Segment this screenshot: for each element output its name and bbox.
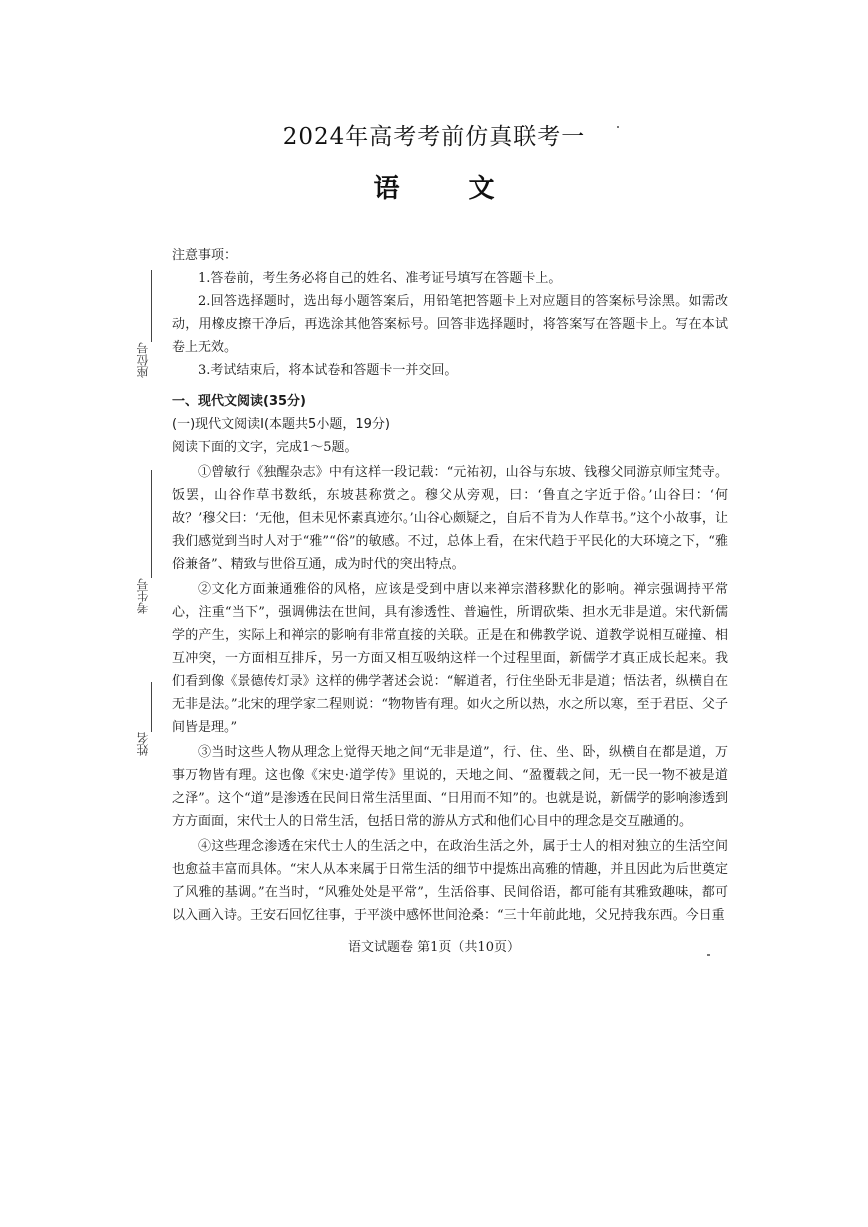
passage-paragraph-2: ②文化方面兼通雅俗的风格，应该是受到中唐以来禅宗潜移默化的影响。禅宗强调持平常心，注重“当下”，强调佛法在世间，具有渗透性、普遍性，所谓砍柴、担水无非是道。宋代新儒学的产生，实际上和禅宗的影响有非常直接的关联。正是在和佛教学说、道教学说相互碰撞、相互冲突，一方面相互排斥，另一方面又相互吸纳这样一个过程里面，新儒学才真正成长起来。我们看到像《景德传灯录》这样的佛学著述会说：“解道者，行住坐卧无非是道；悟法者，纵横自在无非是法。”北宋的理学家二程则说：“物物皆有理。如火之所以热，水之所以寒，至于君臣、父子间皆是理。” (172, 582, 728, 735)
notice-item: 1.答卷前，考生务必将自己的姓名、准考证号填写在答题卡上。 (198, 271, 562, 286)
passage-paragraph-1: ①曾敏行《独醒杂志》中有这样一段记载：“元祐初，山谷与东坡、钱穆父同游京师宝梵寺。饭罢，山谷作草书数纸，东坡甚称赏之。穆父从旁观，曰：‘鲁直之字近于俗。’山谷曰：‘何故？’穆父曰：‘无他，但未见怀素真迹尔。’山谷心颇疑之，自后不肯为人作草书。”这个小故事，让我们感觉到当时人对于“雅”“俗”的敏感。不过，总体上看，在宋代趋于平民化的大环境之下，“雅俗兼备”、精致与世俗互通，成为时代的突出特点。 (172, 465, 728, 572)
scan-speck (617, 126, 619, 128)
seat-number-label: 座位号 (136, 342, 150, 378)
name-field (130, 682, 154, 762)
scan-speck (707, 954, 710, 956)
notice-heading: 注意事项： (172, 248, 238, 263)
seat-number-line (151, 270, 152, 342)
page-footer: 语文试题卷 第1页（共10页） (348, 940, 520, 955)
notice-item: 3.考试结束后，将本试卷和答题卡一并交回。 (198, 363, 458, 378)
section-subheading: (一)现代文阅读Ⅰ(本题共5小题，19分) (172, 417, 390, 432)
name-line (151, 682, 152, 732)
exam-number-field (130, 470, 154, 620)
exam-title: 2024年高考考前仿真联考一 (282, 124, 586, 150)
notice-item: 2.回答选择题时，选出每小题答案后，用铅笔把答题卡上对应题目的答案标号涂黑。如需改动，用橡皮擦干净后，再选涂其他答案标号。回答非选择题时，将答案写在答题卡上。写在本试卷上无效。 (172, 294, 728, 355)
subject-title: 语 文 (373, 174, 525, 204)
passage-paragraph-3: ③当时这些人物从理念上觉得天地之间“无非是道”，行、住、坐、卧，纵横自在都是道，万事万物皆有理。这也像《宋史·道学传》里说的，天地之间、“盈覆载之间，无一民一物不被是道之泽”。这个“道”是渗透在民间日常生活里面、“日用而不知”的。也就是说，新儒学的影响渗透到方方面面，宋代士人的日常生活，包括日常的游从方式和他们心目中的理念是交互融通的。 (172, 745, 728, 829)
reading-instruction: 阅读下面的文字，完成1～5题。 (172, 440, 358, 455)
exam-content (172, 244, 728, 927)
exam-number-label: 考生号 (136, 578, 150, 614)
name-label: 姓名 (136, 732, 150, 756)
passage-paragraph-4: ④这些理念渗透在宋代士人的生活之中，在政治生活之外，属于士人的相对独立的生活空间也愈益丰富而具体。“宋人从本来属于日常生活的细节中提炼出高雅的情趣，并且因此为后世奠定了风雅的基调。”在当时，“风雅处处是平常”，生活俗事、民间俗语，都可能有其雅致趣味，都可以入画入诗。王安石回忆往事，于平淡中感怀世间沧桑：“三十年前此地，父兄持我东西。今日重 (172, 839, 728, 923)
seat-number-field (130, 270, 154, 380)
exam-number-line (151, 470, 152, 578)
section-heading: 一、现代文阅读(35分) (172, 394, 306, 409)
